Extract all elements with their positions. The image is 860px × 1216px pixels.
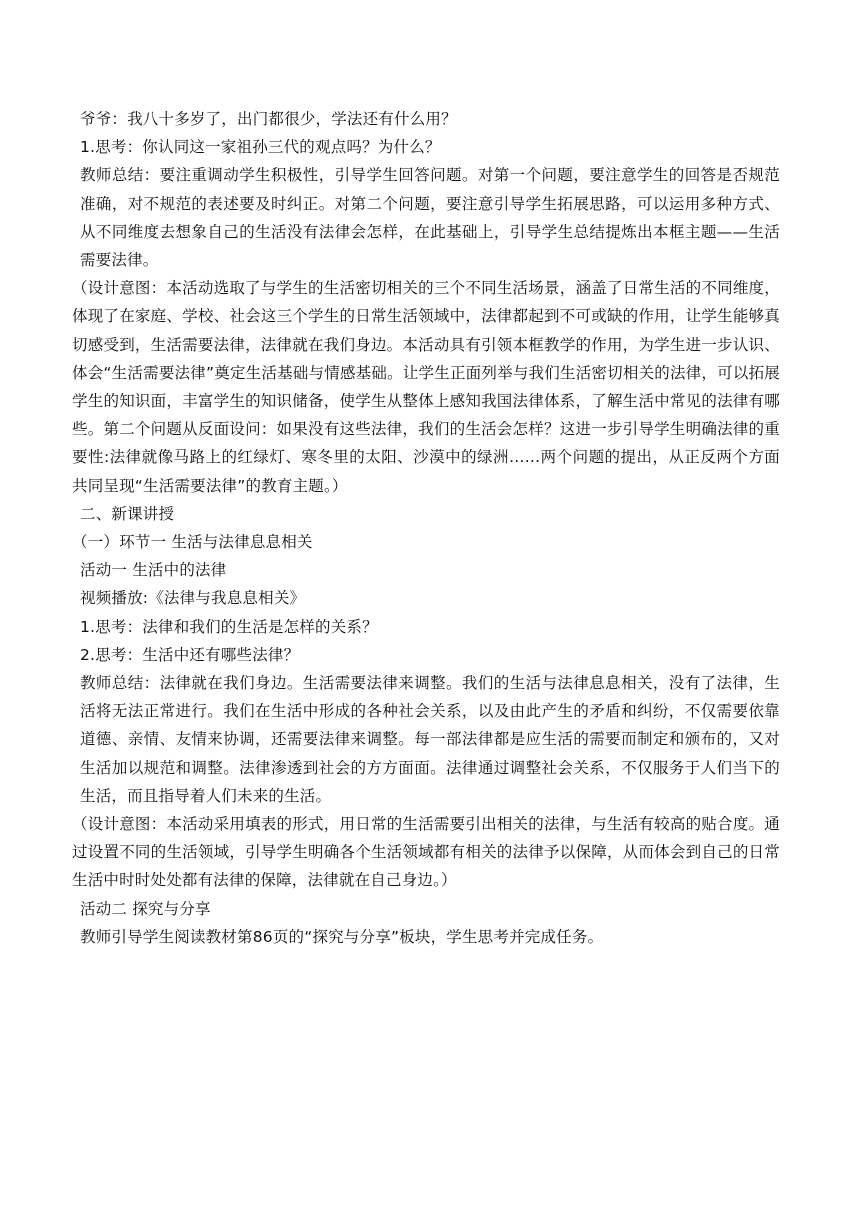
paragraph-design-intent-2: （设计意图：本活动采用填表的形式，用日常的生活需要引出相关的法律，与生活有较高的贴合度。通过设置不同的生活领域，引导学生明确各个生活领域都有相关的法律予以保障，从而体会到自己的日常生活中时时处处都有法律的保障，法律就在自己身边。） bbox=[72, 815, 780, 890]
paragraph-question-3: 2.思考：生活中还有哪些法律？ bbox=[80, 645, 300, 664]
paragraph-question-2: 1.思考：法律和我们的生活是怎样的关系？ bbox=[80, 617, 378, 636]
document-body bbox=[72, 105, 780, 951]
subsection-heading-link-1: （一）环节一 生活与法律息息相关 bbox=[72, 533, 313, 552]
paragraph-video: 视频播放:《法律与我息息相关》 bbox=[80, 589, 306, 608]
paragraph-textbook-task: 教师引导学生阅读教材第86页的“探究与分享”板块，学生思考并完成任务。 bbox=[80, 927, 604, 946]
paragraph-teacher-summary-2: 教师总结：法律就在我们身边。生活需要法律来调整。我们的生活与法律息息相关，没有了法律，生活将无法正常进行。我们在生活中形成的各种社会关系，以及由此产生的矛盾和纠纷，不仅需要依靠道德、亲情、友情来协调，还需要法律来调整。每一部法律都是应生活的需要而制定和颁布的，又对生活加以规范和调整。法律渗透到社会的方方面面。法律通过调整社会关系，不仅服务于人们当下的生活，而且指导着人们未来的生活。 bbox=[80, 674, 780, 805]
paragraph-question-1: 1.思考：你认同这一家祖孙三代的观点吗？为什么？ bbox=[80, 138, 441, 157]
paragraph-teacher-summary-1: 教师总结：要注重调动学生积极性，引导学生回答问题。对第一个问题，要注意学生的回答是否规范准确，对不规范的表述要及时纠正。对第二个问题，要注意引导学生拓展思路，可以运用多种方式、从不同维度去想象自己的生活没有法律会怎样，在此基础上，引导学生总结提炼出本框主题——生活需要法律。 bbox=[80, 166, 780, 270]
activity-heading-1: 活动一 生活中的法律 bbox=[80, 561, 227, 580]
paragraph-design-intent-1: （设计意图：本活动选取了与学生的生活密切相关的三个不同生活场景，涵盖了日常生活的不同维度，体现了在家庭、学校、社会这三个学生的日常生活领域中，法律都起到不可或缺的作用，让学生能够真切感受到，生活需要法律，法律就在我们身边。本活动具有引领本框教学的作用，为学生进一步认识、体会“生活需要法律”奠定生活基础与情感基础。让学生正面列举与我们生活密切相关的法律，可以拓展学生的知识面，丰富学生的知识储备，使学生从整体上感知我国法律体系，了解生活中常见的法律有哪些。第二个问题从反面设问：如果没有这些法律，我们的生活会怎样？这进一步引导学生明确法律的重要性:法律就像马路上的红绿灯、寒冬里的太阳、沙漠中的绿洲……两个问题的提出，从正反两个方面共同呈现“生活需要法律”的教育主题。） bbox=[72, 279, 780, 495]
section-heading-new-lesson: 二、新课讲授 bbox=[80, 504, 175, 523]
activity-heading-2: 活动二 探究与分享 bbox=[80, 899, 211, 918]
paragraph-grandpa-quote: 爷爷：我八十多岁了，出门都很少，学法还有什么用？ bbox=[80, 110, 457, 128]
